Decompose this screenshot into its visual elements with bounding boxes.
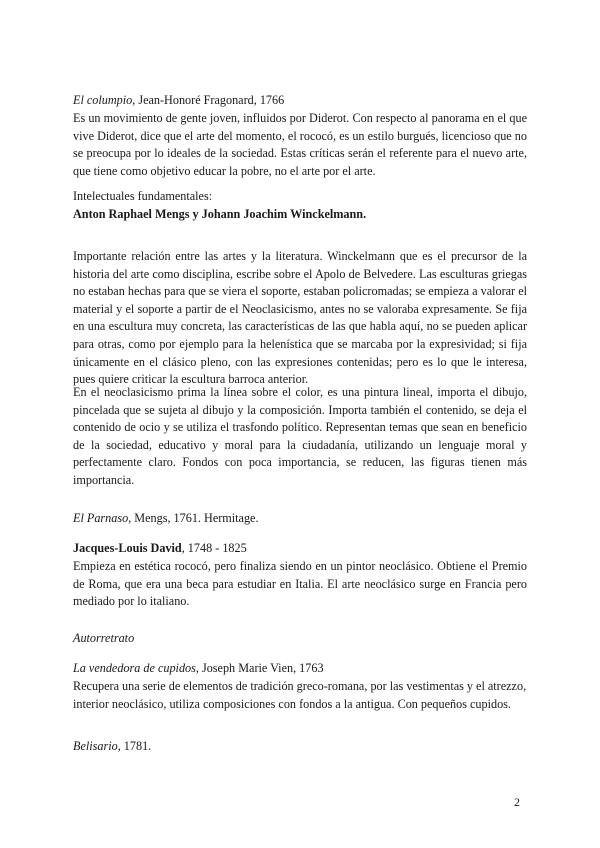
artist-dates: , 1748 - 1825 [181,541,247,555]
intelectuales-names: Anton Raphael Mengs y Johann Joachim Winckelmann. [73,207,367,221]
vendedora-caption [73,660,527,678]
page-number: 2 [514,795,520,809]
artwork-title: La vendedora de cupidos [73,661,196,675]
artist-name: Jacques-Louis David [73,541,182,555]
artwork-details: , Mengs, 1761. Hermitage. [128,511,259,525]
paragraph-diderot: Es un movimiento de gente joven, influidos por Diderot. Con respecto al panorama en el que vive Diderot, dice que el arte del momento, el rococó, es un estilo burgués, licencioso que no se preocupa por lo ideales de la sociedad. Estas críticas serán el referente para el nuevo arte, que tiene como objetivo educar la pobre, no el arte por el arte. [73,111,527,178]
artwork-details: , Jean-Honoré Fragonard, 1766 [132,93,285,107]
paragraph-david: Empieza en estética rococó, pero finaliza siendo en un pintor neoclásico. Obtiene el Premio de Roma, que era una beca para estudiar en Italia. El arte neoclásico surge en Francia pero mediado por lo italiano. [73,559,527,609]
artwork-details: , Joseph Marie Vien, 1763 [195,661,324,675]
autorretrato-caption: Autorretrato [73,631,135,645]
paragraph-neoclasicismo: En el neoclasicismo prima la línea sobre el color, es una pintura lineal, importa el dibujo, pincelada que se sujeta al dibujo y la composición. Importa también el contenido, se deja el contenido de ocio y se utiliza el trasfondo político. Representan temas que sean en beneficio de la sociedad, educativo y moral para la ciudadanía, utilizando un lenguaje moral y perfectamente claro. Fondos con poca importancia, se reducen, las figuras tienen más importancia. [73,385,527,487]
artwork-details: , 1781. [117,739,152,753]
paragraph-vien: Recupera una serie de elementos de tradición greco-romana, por las vestimentas y el atrezzo, interior neoclásico, utiliza composiciones con fondos a la antigua. Con pequeños cupidos. [73,679,527,711]
artwork-title: El Parnaso [73,511,129,525]
columpio-caption [73,92,527,110]
parnaso-caption [73,510,527,528]
belisario-caption [73,738,527,756]
paragraph-winckelmann: Importante relación entre las artes y la literatura. Winckelmann que es el precursor de la historia del arte como disciplina, escribe sobre el Apolo de Belvedere. Las esculturas griegas no estaban hechas para que se viera el soporte, estaban policromadas; se empieza a valorar el material y el soporte a partir de el Neoclasicismo, antes no se valoraba expresamente. Se fija en una escultura muy concreta, las características de las que habla aquí, no se pueden aplicar para otras, como por ejemplo para la helenística que se marcaba por la expresividad; si fija únicamente en el clásico pleno, con las expresiones contenidas; pero es lo que le interesa, pues quiere criticar la escultura barroca anterior. [73,249,527,387]
intelectuales-label: Intelectuales fundamentales: [73,189,213,203]
david-heading [73,540,527,558]
artwork-title: Belisario [73,739,118,753]
artwork-title: El columpio [73,93,133,107]
